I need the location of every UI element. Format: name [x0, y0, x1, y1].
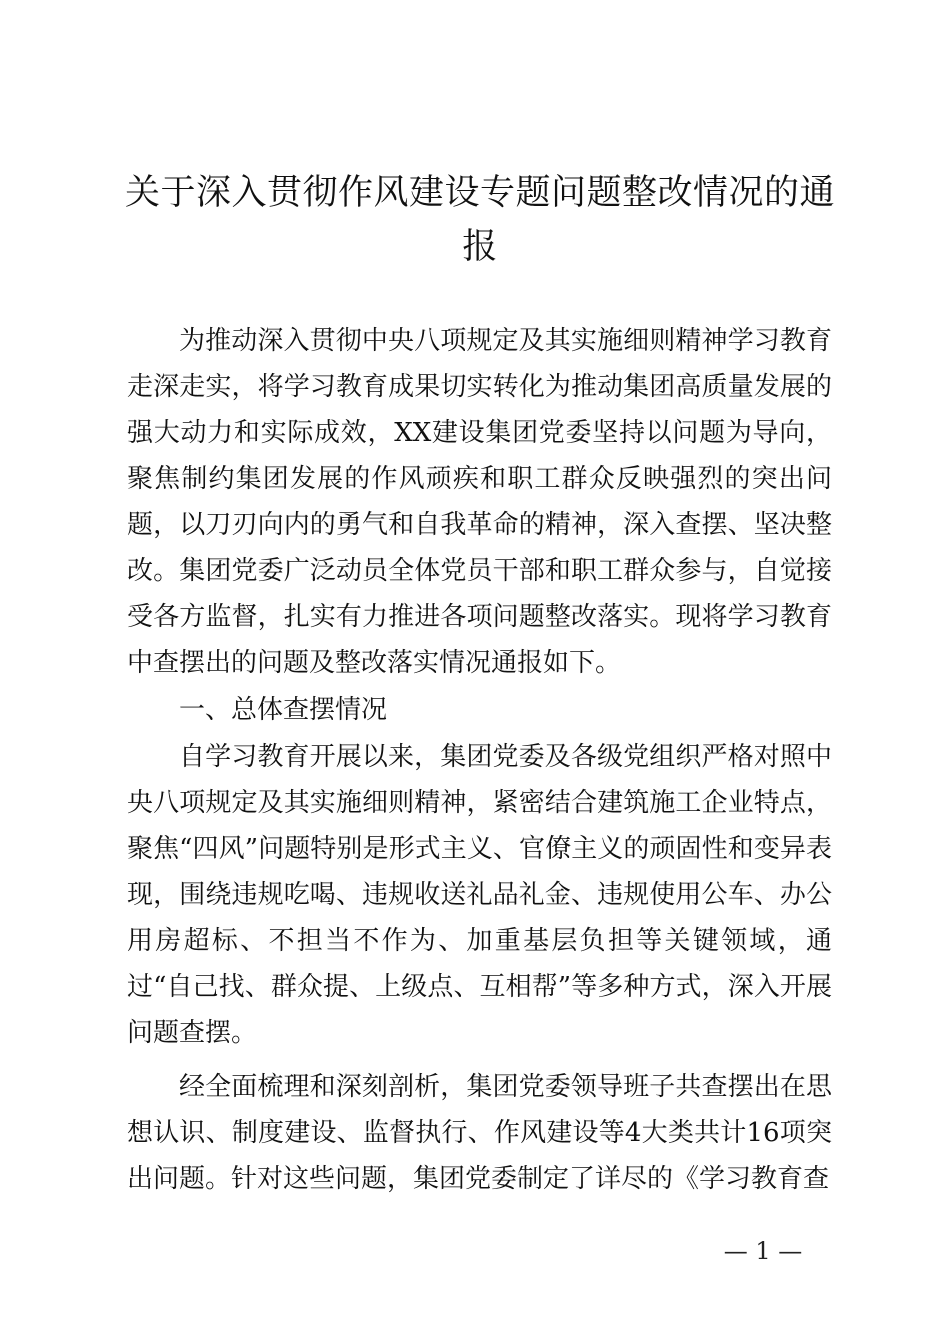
problem-summary-paragraph: 经全面梳理和深刻剖析，集团党委领导班子共查摆出在思想认识、制度建设、监督执行、作风建设等4大类共计16项突出问题。针对这些问题，集团党委制定了详尽的《学习教育查 — [127, 1072, 832, 1194]
overall-review-paragraph: 自学习教育开展以来，集团党委及各级党组织严格对照中央八项规定及其实施细则精神，紧密结合建筑施工企业特点，聚焦“四风”问题特别是形式主义、官僚主义的顽固性和变异表现，围绕违规吃喝、违规收送礼品礼金、违规使用公车、办公用房超标、不担当不作为、加重基层负担等关键领域，通过“自己找、群众提、上级点、互相帮”等多种方式，深入开展问题查摆。 — [127, 742, 832, 1048]
document-body — [127, 318, 832, 1202]
document-title: 关于深入贯彻作风建设专题问题整改情况的通报 — [124, 173, 835, 267]
intro-paragraph: 为推动深入贯彻中央八项规定及其实施细则精神学习教育走深走实，将学习教育成果切实转化为推动集团高质量发展的强大动力和实际成效，XX建设集团党委坚持以问题为导向，聚焦制约集团发展的作风顽疾和职工群众反映强烈的突出问题，以刀刃向内的勇气和自我革命的精神，深入查摆、坚决整改。集团党委广泛动员全体党员干部和职工群众参与，自觉接受各方监督，扎实有力推进各项问题整改落实。现将学习教育中查摆出的问题及整改落实情况通报如下。 — [127, 326, 832, 678]
page-number: — 1 — — [723, 1237, 803, 1265]
section-heading-overall-review: 一、总体查摆情况 — [179, 695, 388, 725]
